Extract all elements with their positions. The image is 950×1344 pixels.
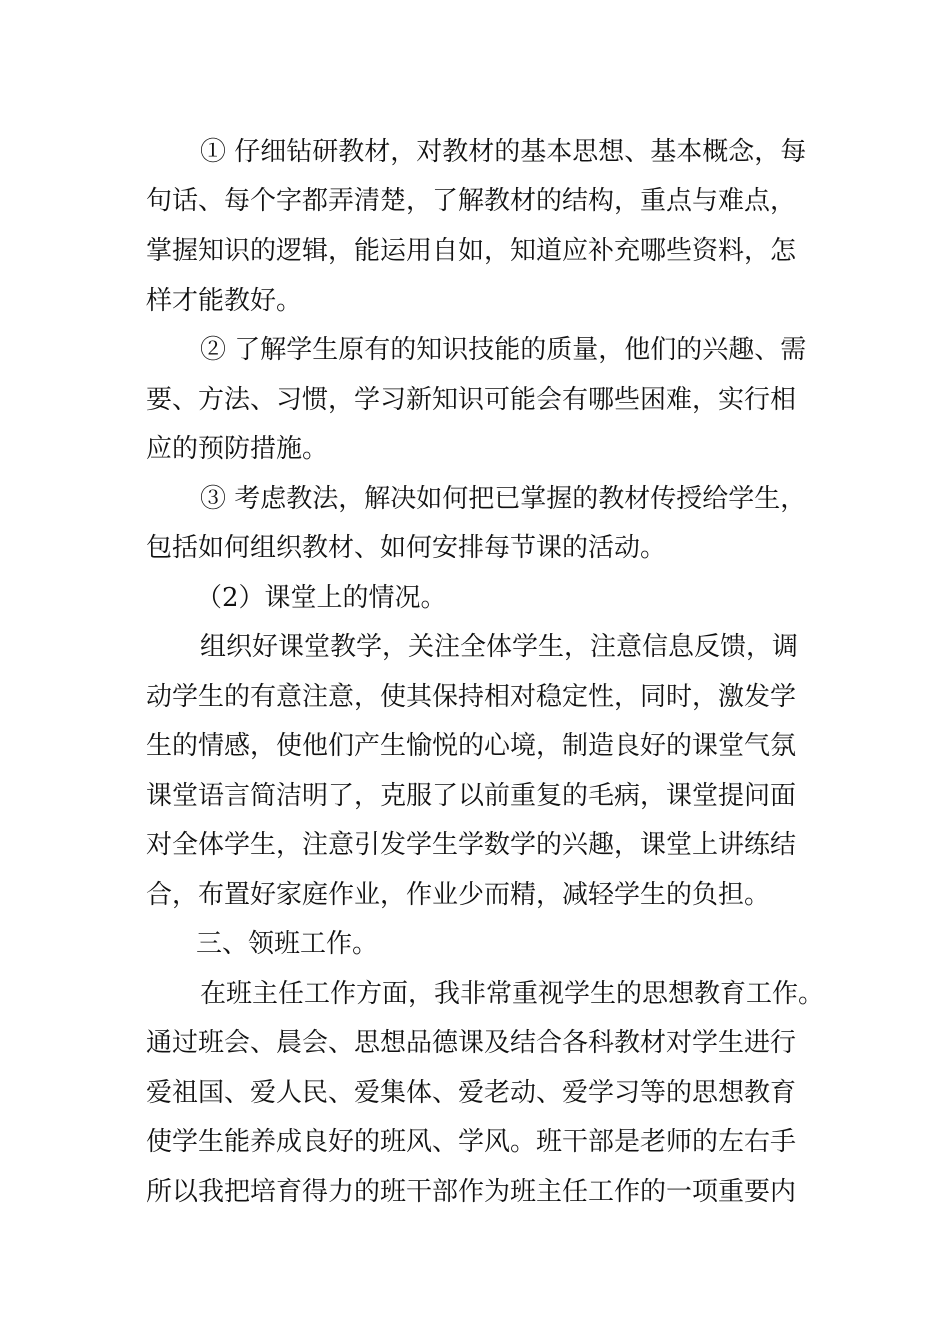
text-line: 样才能教好。: [146, 286, 303, 316]
text-line: 生的情感，使他们产生愉悦的心境，制造良好的课堂气氛: [146, 731, 797, 761]
text-line: 要、方法、习惯，学习新知识可能会有哪些困难，实行相: [146, 385, 797, 415]
text-line: 课堂语言简洁明了，克服了以前重复的毛病，课堂提问面: [146, 781, 797, 811]
text-line: 句话、每个字都弄清楚，了解教材的结构，重点与难点，: [146, 186, 797, 216]
section-heading: 三、领班工作。: [196, 929, 379, 959]
text-line: ③ 考虑教法，解决如何把已掌握的教材传授给学生，: [200, 484, 807, 514]
text-line: 通过班会、晨会、思想品德课及结合各科教材对学生进行: [146, 1028, 797, 1058]
text-line: 组织好课堂教学，关注全体学生，注意信息反馈，调: [200, 632, 799, 662]
section-heading: （2）课堂上的情况。: [196, 583, 447, 613]
text-line: 在班主任工作方面，我非常重视学生的思想教育工作。: [200, 979, 825, 1009]
text-line: 爱祖国、爱人民、爱集体、爱老动、爱学习等的思想教育: [146, 1078, 797, 1108]
text-line: 掌握知识的逻辑，能运用自如，知道应补充哪些资料，怎: [146, 236, 797, 266]
text-line: 动学生的有意注意，使其保持相对稳定性，同时，激发学: [146, 682, 797, 712]
text-line: 所以我把培育得力的班干部作为班主任工作的一项重要内: [146, 1177, 797, 1207]
text-line: 使学生能养成良好的班风、学风。班干部是老师的左右手: [146, 1127, 797, 1157]
text-line: 合，布置好家庭作业，作业少而精，减轻学生的负担。: [146, 880, 771, 910]
text-line: 包括如何组织教材、如何安排每节课的活动。: [146, 533, 667, 563]
text-line: ① 仔细钻研教材，对教材的基本思想、基本概念，每: [200, 137, 807, 167]
text-line: ② 了解学生原有的知识技能的质量，他们的兴趣、需: [200, 335, 807, 365]
text-line: 对全体学生，注意引发学生学数学的兴趣，课堂上讲练结: [146, 830, 797, 860]
text-line: 应的预防措施。: [146, 434, 329, 464]
